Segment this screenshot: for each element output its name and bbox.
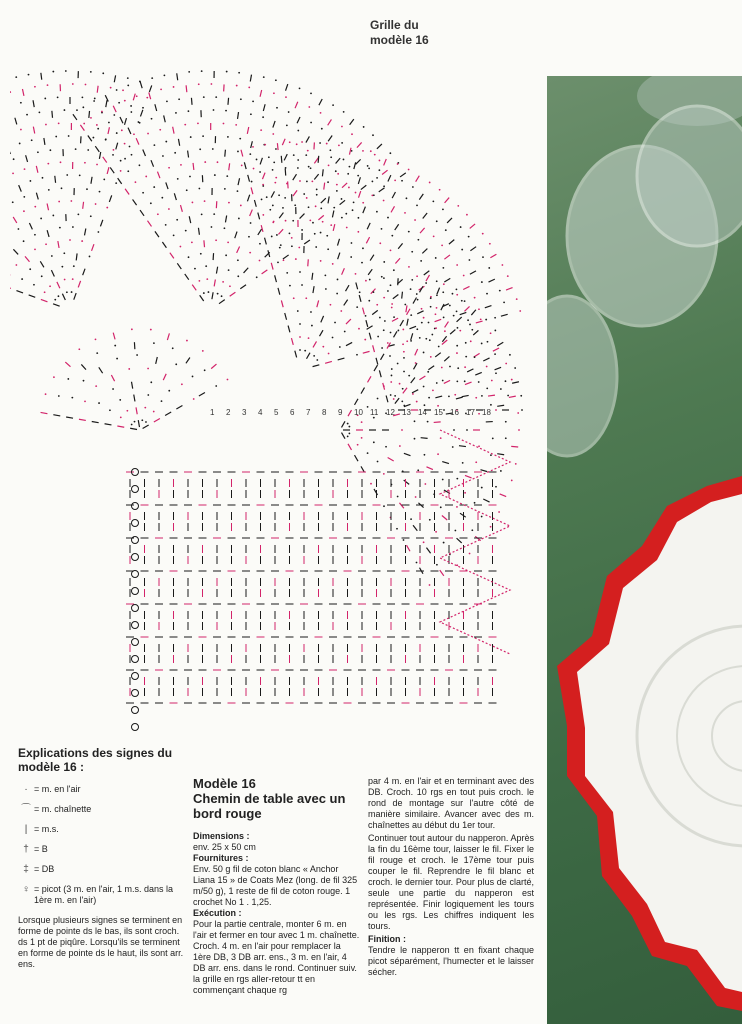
crochet-diagram	[10, 10, 550, 750]
round-number: 18	[482, 408, 491, 417]
round-number: 7	[306, 408, 311, 417]
legend-item-b	[18, 844, 188, 855]
slip-stitch-icon: ⌒	[21, 804, 31, 815]
single-crochet-icon: |	[24, 824, 28, 835]
legend-text: = m.s.	[34, 824, 59, 834]
round-number: 4	[258, 408, 263, 417]
fan-4	[356, 277, 523, 411]
grid-title-line1: Grille du	[370, 18, 419, 32]
instructions-paragraph-1: par 4 m. en l'air et en terminant avec des DB. Croch. 10 rgs en tout puis croch. le rond de montage sur l'autre côté de manière similaire. Avancer avec des m. chaînettes au début du 1er tour.	[368, 776, 534, 830]
fan-2	[73, 70, 406, 303]
round-number: 16	[450, 408, 459, 417]
model-title: Modèle 16	[193, 776, 256, 791]
instructions-column-1	[193, 776, 361, 996]
fan-6	[342, 275, 520, 586]
round-number: 14	[418, 408, 427, 417]
fan-3	[241, 141, 521, 367]
round-number: 13	[402, 408, 411, 417]
finish-heading: Finition :	[368, 934, 406, 944]
round-number: 15	[434, 408, 443, 417]
legend-text: = B	[34, 844, 48, 854]
instructions-paragraph-2: Continuer tout autour du napperon. Après la fin du 16ème tour, laisser le fil. Fixer le fil rouge et croch. le 17ème tour puis couper le fil. Reprendre le fil blanc et croch. le dernier tour. Pour plus de clarté, seule une partie du napperon est représentée. Finir logiquement les tours ou les rgs. Les chiffres indiquent les tours.	[368, 833, 534, 931]
legend-item-slip	[18, 804, 188, 815]
stitch-grid	[126, 430, 510, 731]
round-number: 17	[466, 408, 475, 417]
legend-text: = m. chaînette	[34, 804, 92, 814]
picot-mark	[132, 571, 139, 578]
doily-shape	[557, 476, 742, 1011]
picot-mark	[132, 537, 139, 544]
picot-mark	[132, 486, 139, 493]
model-subtitle: Chemin de table avec un bord rouge	[193, 791, 346, 821]
round-number: 9	[338, 408, 343, 417]
picot-mark	[132, 605, 139, 612]
round-number: 8	[322, 408, 327, 417]
grid-title-line2: modèle 16	[370, 33, 429, 47]
fan-5	[41, 328, 229, 429]
edge-zigzag	[440, 430, 510, 654]
execution-text: Pour la partie centrale, monter 6 m. en l'air et fermer en tour avec 1 m. chaînette. Croch. 4 m. en l'air pour remplacer la 1ère DB, 3 DB arr. ens., 3 m. en l'air, 4 DB arr. ens. dans le rond. Continuer suiv. la grille en rgs aller-retour tt en commençant chaque rg	[193, 919, 360, 995]
legend-title: Explications des signes du modèle 16 :	[18, 746, 173, 774]
legend-note: Lorsque plusieurs signes se terminent en forme de pointe ds le bas, ils sont croch. ds 1 pt de piqûre. Lorsqu'ils se terminent en forme de pointe ds le haut, ils sont arr. ens.	[18, 915, 184, 969]
picot-mark	[132, 622, 139, 629]
supplies-heading: Fournitures :	[193, 853, 249, 863]
fan-1	[10, 70, 152, 306]
picot-mark	[132, 503, 139, 510]
legend-item-picot	[18, 884, 188, 906]
execution-heading: Exécution :	[193, 908, 242, 918]
supplies-text: Env. 50 g fil de coton blanc « Anchor Liana 15 » de Coats Mez (long. de fil 325 m/50 g), 1 reste de fil de coton rouge. 1 crochet No 1 . 1,25.	[193, 864, 358, 907]
round-number: 12	[386, 408, 395, 417]
chain-stitch-icon: ·	[24, 784, 28, 795]
legend-item-chain	[18, 784, 188, 795]
picot-mark	[132, 639, 139, 646]
round-number: 10	[354, 408, 363, 417]
legend-item-db	[18, 864, 188, 875]
picot-mark	[132, 588, 139, 595]
picot-mark	[132, 690, 139, 697]
treble-crochet-icon: ‡	[23, 864, 29, 875]
picot-mark	[132, 520, 139, 527]
round-number: 3	[242, 408, 247, 417]
fan-group	[10, 70, 523, 586]
picot-mark	[132, 656, 139, 663]
round-number: 5	[274, 408, 279, 417]
legend-text: = m. en l'air	[34, 784, 81, 794]
picot-mark	[132, 673, 139, 680]
round-number: 6	[290, 408, 295, 417]
legend	[18, 746, 188, 970]
legend-text: = picot (3 m. en l'air, 1 m.s. dans la 1ère m. en l'air)	[34, 884, 174, 905]
dimensions-text: env. 25 x 50 cm	[193, 842, 256, 852]
double-crochet-icon: †	[23, 844, 29, 855]
doily-photo	[547, 76, 742, 1024]
dimensions-heading: Dimensions :	[193, 831, 250, 841]
round-number: 11	[370, 408, 379, 417]
legend-text: = DB	[34, 864, 55, 874]
finish-text: Tendre le napperon tt en fixant chaque picot séparément, l'humecter et le laisser sécher.	[368, 945, 534, 977]
picot-icon: ♀	[22, 884, 30, 895]
legend-item-sc	[18, 824, 188, 835]
photo-illustration	[547, 76, 742, 1024]
picot-mark	[132, 707, 139, 714]
picot-mark	[132, 554, 139, 561]
picot-mark	[132, 724, 139, 731]
instructions-column-2	[368, 776, 534, 978]
round-number: 2	[226, 408, 231, 417]
round-number: 1	[210, 408, 215, 417]
